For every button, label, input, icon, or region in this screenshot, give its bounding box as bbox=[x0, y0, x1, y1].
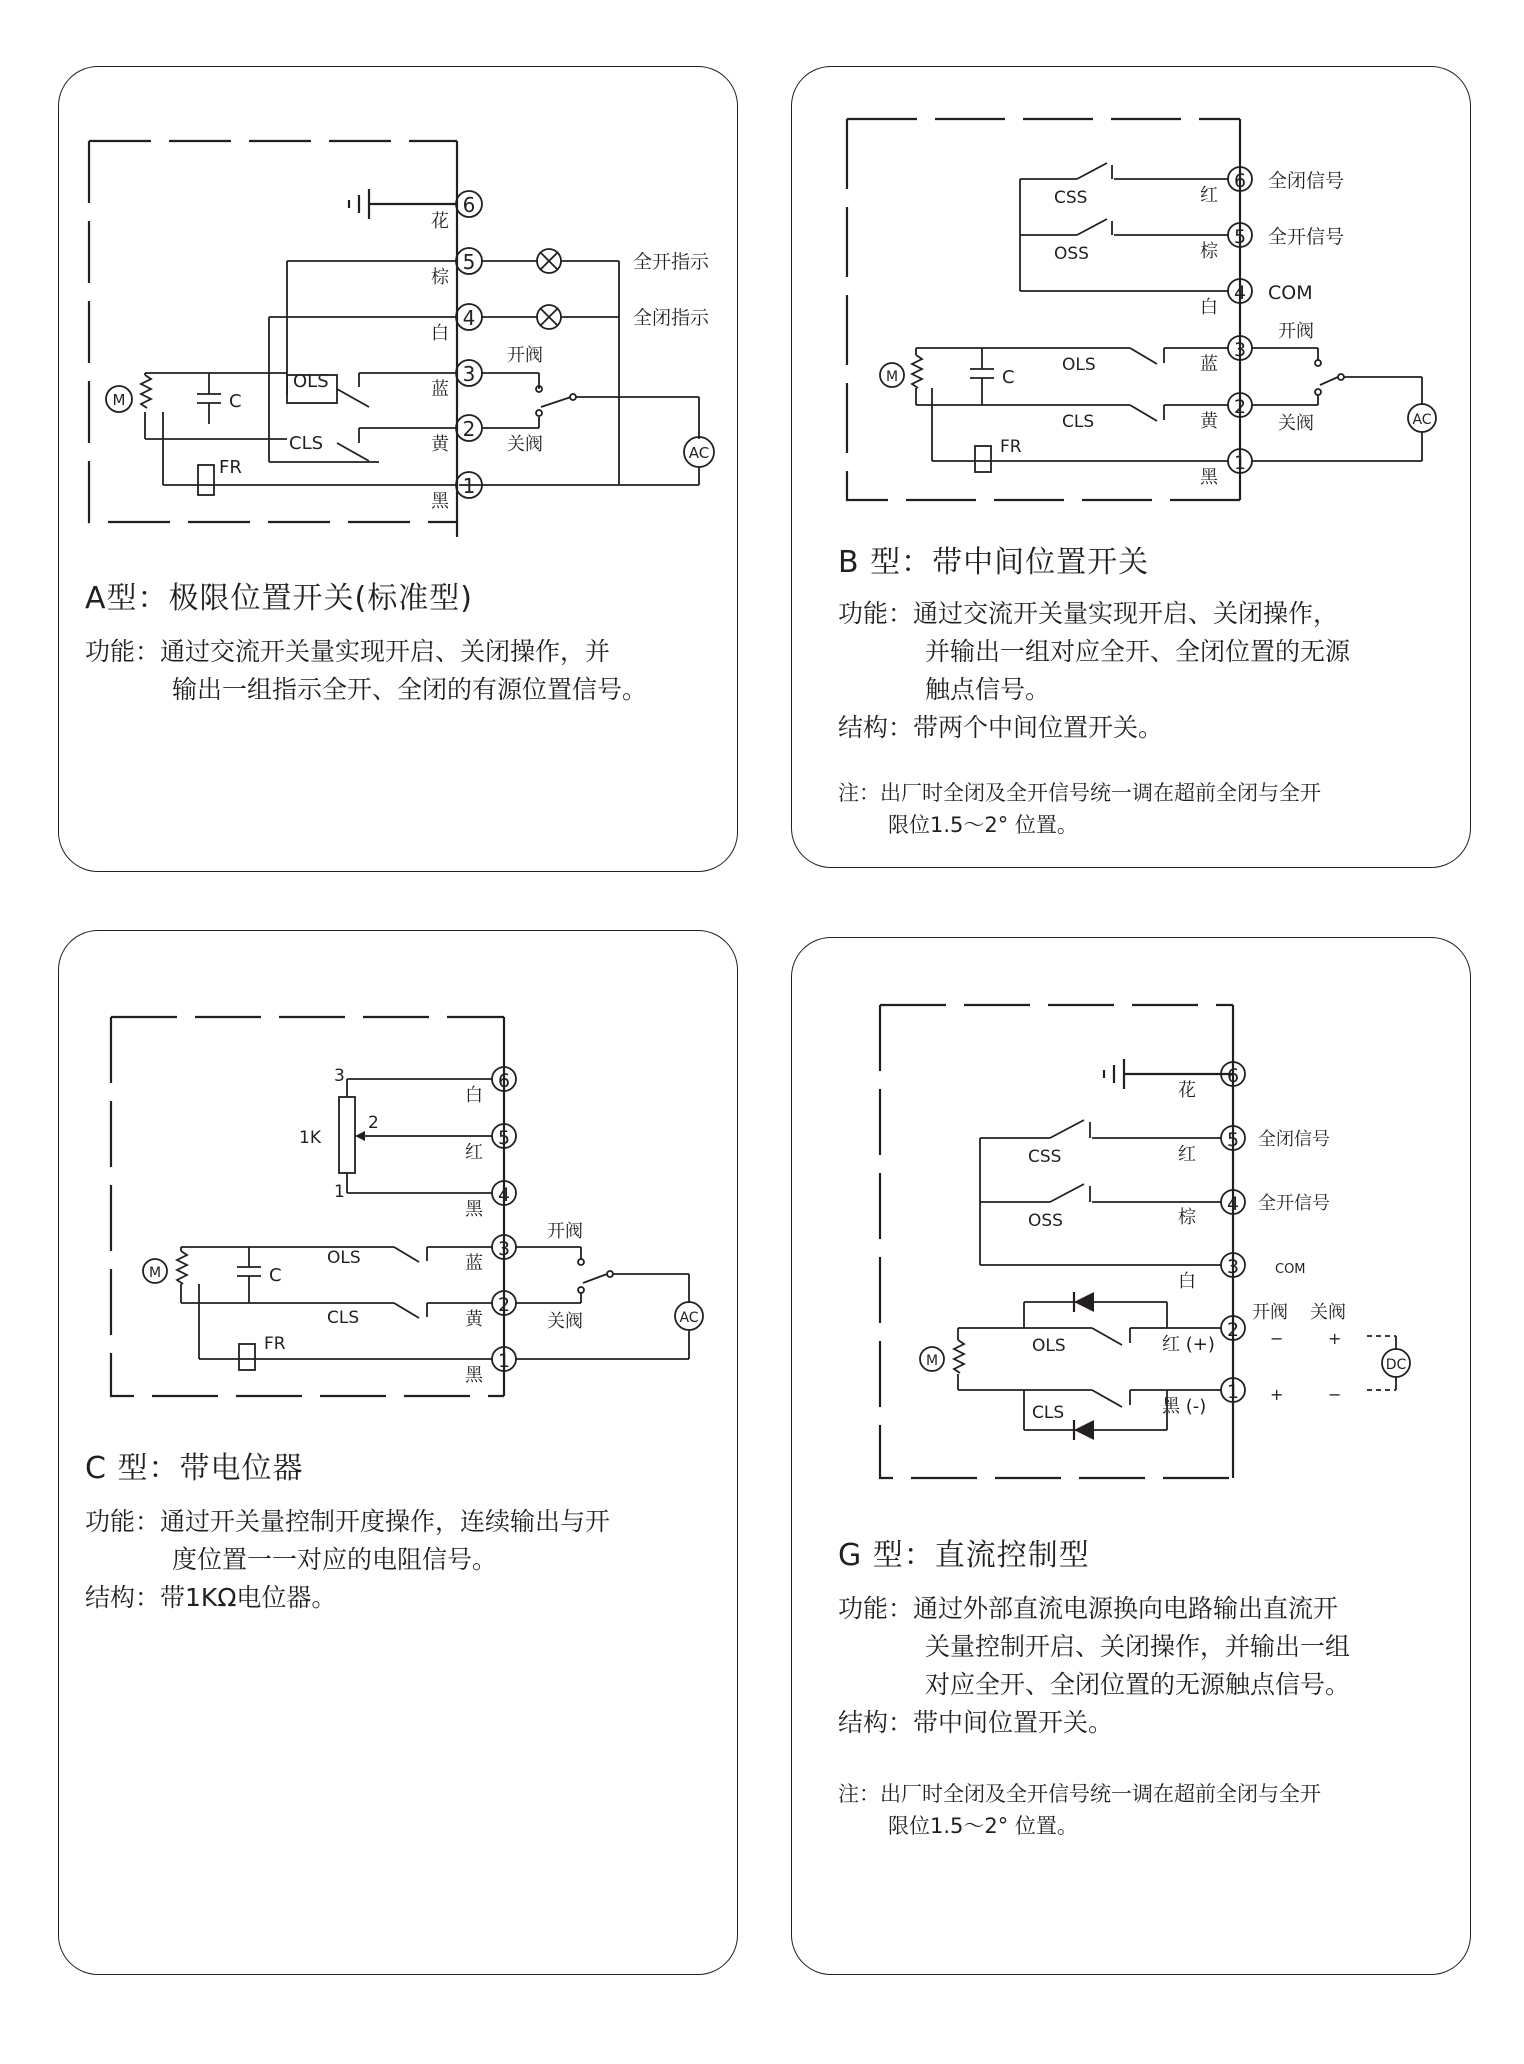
diode-icon bbox=[1074, 1292, 1094, 1312]
potentiometer bbox=[339, 1097, 355, 1173]
terminal-5 bbox=[1221, 1126, 1245, 1151]
switch-label-close: 关阀 bbox=[1310, 1302, 1346, 1323]
wire-label: 黄 bbox=[465, 1309, 483, 1330]
svg-text:AC: AC bbox=[679, 1310, 699, 1326]
svg-text:AC: AC bbox=[1412, 412, 1432, 428]
dc-source-icon bbox=[1382, 1349, 1410, 1377]
terminal-6 bbox=[1228, 167, 1252, 192]
svg-text:2: 2 bbox=[1226, 1319, 1240, 1341]
pot-value: 1K bbox=[299, 1128, 321, 1148]
svg-text:2: 2 bbox=[1233, 396, 1247, 418]
pot-pin-3: 3 bbox=[334, 1066, 345, 1086]
terminal-1 bbox=[1228, 449, 1252, 474]
terminal-4 bbox=[1228, 279, 1252, 304]
fr-label: FR bbox=[1000, 437, 1022, 457]
ols-label: OLS bbox=[1032, 1336, 1066, 1356]
note-label: 注： bbox=[838, 1782, 880, 1806]
wire-label: 红 (+) bbox=[1162, 1334, 1215, 1355]
ac-source-icon bbox=[684, 437, 714, 467]
terminal-4 bbox=[492, 1181, 516, 1206]
terminal-2 bbox=[1228, 393, 1252, 418]
svg-text:3: 3 bbox=[1233, 339, 1247, 361]
signal-open-label: 全开信号 bbox=[1268, 226, 1345, 248]
polarity-close-1: − bbox=[1328, 1385, 1342, 1404]
struct-label: 结构： bbox=[838, 1708, 914, 1737]
svg-text:4: 4 bbox=[497, 1184, 511, 1206]
terminal-4 bbox=[456, 304, 482, 330]
polarity-close-2: + bbox=[1328, 1329, 1342, 1348]
svg-text:M: M bbox=[925, 1353, 939, 1369]
svg-text:M: M bbox=[112, 391, 126, 409]
wire-label: 黑 bbox=[465, 1365, 483, 1386]
terminal-5 bbox=[1228, 223, 1252, 248]
oss-label: OSS bbox=[1028, 1211, 1063, 1231]
terminal-1 bbox=[492, 1347, 516, 1372]
svg-text:6: 6 bbox=[1233, 170, 1247, 192]
func-line: 通过交流开关量实现开启、关闭操作，并 bbox=[160, 637, 611, 666]
wire-label: 棕 bbox=[1178, 1207, 1196, 1228]
switch-label-close: 关阀 bbox=[1278, 413, 1314, 434]
func-label: 功能： bbox=[838, 1594, 914, 1623]
terminal-6 bbox=[456, 191, 482, 217]
wire-label: 红 bbox=[1200, 185, 1218, 206]
function-b-line2: 并输出一组对应全开、全闭位置的无源 bbox=[925, 637, 1351, 666]
svg-text:4: 4 bbox=[1233, 282, 1247, 304]
cls-label: CLS bbox=[289, 433, 324, 454]
oss-label: OSS bbox=[1054, 244, 1089, 264]
motor-icon bbox=[106, 386, 132, 412]
svg-text:6: 6 bbox=[497, 1070, 511, 1092]
svg-text:3: 3 bbox=[462, 362, 476, 386]
wire-label: 白 bbox=[1178, 1271, 1196, 1292]
wire-label: 白 bbox=[431, 323, 449, 344]
svg-text:3: 3 bbox=[1226, 1256, 1240, 1278]
func-line: 通过交流开关量实现开启、关闭操作， bbox=[913, 599, 1339, 628]
pot-pin-2: 2 bbox=[368, 1113, 379, 1133]
svg-text:2: 2 bbox=[497, 1294, 511, 1316]
terminal-5 bbox=[456, 248, 482, 274]
function-g-line3: 对应全开、全闭位置的无源触点信号。 bbox=[925, 1670, 1351, 1699]
terminal-2 bbox=[492, 1291, 516, 1316]
svg-text:5: 5 bbox=[462, 250, 476, 274]
switch-label-close: 关阀 bbox=[507, 434, 543, 455]
svg-text:M: M bbox=[885, 369, 899, 385]
func-label: 功能： bbox=[838, 599, 914, 628]
terminal-6 bbox=[492, 1067, 516, 1092]
polarity-open-2: − bbox=[1270, 1329, 1284, 1348]
wire-label: 白 bbox=[1200, 297, 1218, 318]
svg-text:2: 2 bbox=[462, 417, 476, 441]
lamp-icon bbox=[537, 305, 561, 329]
note-g bbox=[838, 1778, 1321, 1810]
title-g: G 型：直流控制型 bbox=[838, 1538, 1090, 1573]
struct-label: 结构： bbox=[838, 713, 914, 742]
function-a bbox=[85, 633, 610, 671]
ac-source-icon bbox=[675, 1302, 703, 1330]
struct-text: 带两个中间位置开关。 bbox=[913, 713, 1164, 742]
com-label: COM bbox=[1268, 282, 1313, 304]
svg-text:AC: AC bbox=[688, 444, 710, 462]
note-line: 出厂时全闭及全开信号统一调在超前全闭与全开 bbox=[880, 1782, 1321, 1806]
wire-label: 白 bbox=[465, 1085, 483, 1106]
signal-close-label: 全闭信号 bbox=[1268, 170, 1345, 192]
wire-label: 花 bbox=[431, 211, 449, 232]
terminal-5 bbox=[492, 1124, 516, 1149]
diode-icon bbox=[1074, 1420, 1094, 1440]
wire-label: 黑 (-) bbox=[1162, 1396, 1207, 1417]
wire-label: 蓝 bbox=[1200, 354, 1218, 375]
terminal-3 bbox=[1228, 336, 1252, 361]
note-b bbox=[838, 777, 1321, 809]
structure-c bbox=[85, 1579, 336, 1617]
switch-label-open: 开阀 bbox=[1252, 1302, 1288, 1323]
note-line: 出厂时全闭及全开信号统一调在超前全闭与全开 bbox=[880, 781, 1321, 805]
structure-g bbox=[838, 1704, 1113, 1742]
wire-label: 红 bbox=[1178, 1144, 1196, 1165]
wire-label: 黑 bbox=[465, 1199, 483, 1220]
func-line: 通过开关量控制开度操作，连续输出与开 bbox=[160, 1507, 611, 1536]
polarity-open-1: + bbox=[1270, 1385, 1284, 1404]
note-label: 注： bbox=[838, 781, 880, 805]
func-label: 功能： bbox=[85, 1507, 161, 1536]
svg-text:3: 3 bbox=[497, 1238, 511, 1260]
cls-label: CLS bbox=[1062, 412, 1095, 432]
css-label: CSS bbox=[1054, 188, 1088, 208]
svg-text:6: 6 bbox=[462, 193, 476, 217]
wire-label: 花 bbox=[1178, 1080, 1196, 1101]
svg-text:1: 1 bbox=[497, 1350, 511, 1372]
function-c-line2: 度位置一一对应的电阻信号。 bbox=[172, 1545, 498, 1574]
motor-icon bbox=[143, 1259, 167, 1283]
terminal-3 bbox=[456, 360, 482, 386]
pot-pin-1: 1 bbox=[334, 1182, 345, 1202]
wiring-diagram-b bbox=[792, 67, 1472, 507]
function-a-line2: 输出一组指示全开、全闭的有源位置信号。 bbox=[172, 675, 648, 704]
wire-label: 红 bbox=[465, 1142, 483, 1163]
switch-label-open: 开阀 bbox=[547, 1221, 583, 1242]
svg-text:M: M bbox=[148, 1265, 162, 1281]
ac-source-icon bbox=[1408, 404, 1436, 432]
structure-b bbox=[838, 709, 1163, 747]
note-b-line2: 限位1.5～2° 位置。 bbox=[888, 813, 1078, 837]
switch-label-open: 开阀 bbox=[1278, 321, 1314, 342]
panel-c bbox=[58, 930, 738, 1975]
svg-text:5: 5 bbox=[1226, 1129, 1240, 1151]
panel-b bbox=[791, 66, 1471, 868]
terminal-3 bbox=[492, 1235, 516, 1260]
fr-label: FR bbox=[264, 1334, 286, 1354]
signal-close-label: 全闭信号 bbox=[1258, 1129, 1330, 1150]
ols-label: OLS bbox=[327, 1248, 361, 1268]
struct-text: 带中间位置开关。 bbox=[913, 1708, 1114, 1737]
svg-text:1: 1 bbox=[1233, 452, 1247, 474]
panel-g bbox=[791, 937, 1471, 1975]
wire-label: 黄 bbox=[431, 434, 449, 455]
title-c: C 型：带电位器 bbox=[85, 1451, 304, 1486]
svg-text:4: 4 bbox=[1226, 1193, 1240, 1215]
terminal-1 bbox=[1221, 1378, 1245, 1403]
title-b: B 型：带中间位置开关 bbox=[838, 545, 1150, 580]
com-label: COM bbox=[1275, 1262, 1306, 1277]
motor-icon bbox=[880, 363, 904, 387]
function-c bbox=[85, 1503, 610, 1541]
panel-a bbox=[58, 66, 738, 872]
cap-label: C bbox=[1002, 367, 1015, 388]
svg-text:6: 6 bbox=[1226, 1065, 1240, 1087]
signal-open-label: 全开信号 bbox=[1258, 1193, 1330, 1214]
func-line: 通过外部直流电源换向电路输出直流开 bbox=[913, 1594, 1339, 1623]
cap-label: C bbox=[269, 1265, 282, 1286]
svg-text:5: 5 bbox=[1233, 226, 1247, 248]
wire-label: 蓝 bbox=[431, 379, 449, 400]
terminal-4 bbox=[1221, 1190, 1245, 1215]
motor-icon bbox=[920, 1347, 944, 1371]
switch-label-open: 开阀 bbox=[507, 345, 543, 366]
fr-label: FR bbox=[219, 457, 242, 478]
struct-label: 结构： bbox=[85, 1583, 161, 1612]
wire-label: 棕 bbox=[1200, 241, 1218, 262]
struct-text: 带1KΩ电位器。 bbox=[160, 1583, 337, 1612]
wire-label: 黑 bbox=[431, 491, 449, 512]
wire-label: 黄 bbox=[1200, 411, 1218, 432]
svg-text:5: 5 bbox=[497, 1127, 511, 1149]
wire-label: 棕 bbox=[431, 267, 449, 288]
function-g bbox=[838, 1590, 1338, 1628]
cls-label: CLS bbox=[327, 1308, 360, 1328]
cap-label: C bbox=[229, 391, 242, 412]
wire-label: 黑 bbox=[1200, 467, 1218, 488]
wiring-diagram-c bbox=[59, 931, 739, 1411]
lamp-label-open: 全开指示 bbox=[633, 251, 710, 273]
svg-text:1: 1 bbox=[462, 474, 476, 498]
terminal-2 bbox=[1221, 1316, 1245, 1341]
func-label: 功能： bbox=[85, 637, 161, 666]
title-a: A型：极限位置开关(标准型) bbox=[85, 581, 473, 616]
wire-label: 蓝 bbox=[465, 1253, 483, 1274]
svg-text:4: 4 bbox=[462, 306, 476, 330]
lamp-label-close: 全闭指示 bbox=[633, 307, 710, 329]
note-g-line2: 限位1.5～2° 位置。 bbox=[888, 1814, 1078, 1838]
cls-label: CLS bbox=[1032, 1403, 1065, 1423]
terminal-3 bbox=[1221, 1253, 1245, 1278]
lamp-icon bbox=[537, 249, 561, 273]
css-label: CSS bbox=[1028, 1147, 1062, 1167]
function-b bbox=[838, 595, 1338, 633]
function-g-line2: 关量控制开启、关闭操作，并输出一组 bbox=[925, 1632, 1351, 1661]
ols-label: OLS bbox=[1062, 355, 1096, 375]
switch-label-close: 关阀 bbox=[547, 1311, 583, 1332]
wiring-diagram-g bbox=[792, 938, 1472, 1498]
wiring-diagram-a bbox=[59, 67, 739, 587]
terminal-2 bbox=[456, 415, 482, 441]
svg-text:DC: DC bbox=[1385, 1357, 1407, 1373]
function-b-line3: 触点信号。 bbox=[925, 675, 1051, 704]
svg-text:1: 1 bbox=[1226, 1381, 1240, 1403]
ols-label: OLS bbox=[293, 371, 329, 392]
